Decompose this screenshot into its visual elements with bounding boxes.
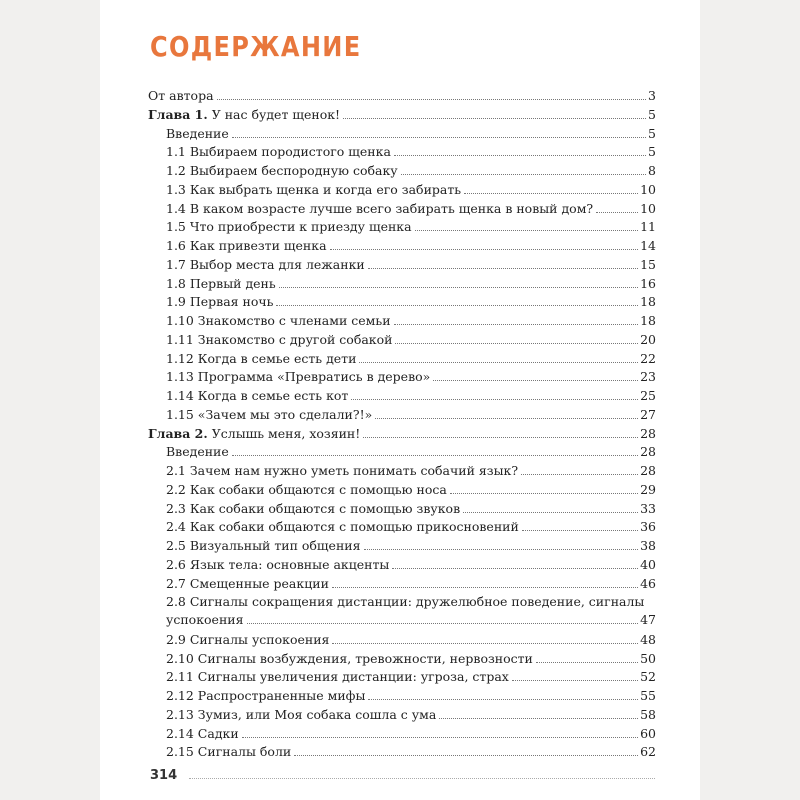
toc-entry-title: От автора	[148, 88, 214, 103]
dot-leader	[368, 268, 638, 269]
toc-entry-title: 2.4 Как собаки общаются с помощью прикосновений	[166, 519, 519, 535]
toc-page-number: 52	[640, 669, 656, 685]
dot-leader	[343, 118, 646, 119]
toc-page-number: 16	[640, 275, 656, 291]
toc-entry	[166, 124, 656, 142]
toc-entry-title: 1.6 Как привезти щенка	[166, 238, 327, 253]
dot-leader	[394, 324, 639, 325]
chapter-title: Услышь меня, хозяин!	[211, 425, 361, 441]
toc-entry	[166, 667, 656, 685]
toc-entry-title: 1.10 Знакомство с членами семьи	[166, 313, 391, 328]
toc-entry	[166, 705, 656, 723]
toc-entry	[166, 555, 656, 573]
dot-leader	[363, 437, 638, 438]
page-number: 314	[150, 768, 178, 783]
toc-page-number: 36	[640, 519, 656, 535]
toc-entry	[166, 255, 656, 273]
chapter-title: У нас будет щенок!	[211, 106, 341, 122]
toc-entry	[166, 330, 656, 348]
toc-page-number: 47	[640, 612, 656, 628]
toc-entry	[166, 499, 656, 517]
toc-entry	[166, 274, 656, 292]
dot-leader	[242, 737, 638, 738]
toc-entry-title: 2.12 Распространенные мифы	[166, 688, 366, 703]
toc-entry	[166, 442, 656, 460]
toc-entry-title: 2.13 Зумиз, или Моя собака сошла с ума	[166, 706, 437, 722]
toc-entry-title: 1.8 Первый день	[166, 275, 276, 291]
page-title: СОДЕРЖАНИЕ	[150, 30, 362, 63]
toc-page-number: 40	[640, 556, 656, 572]
dot-leader	[351, 399, 638, 400]
dot-leader	[463, 512, 638, 513]
dot-leader	[521, 474, 638, 475]
dot-leader	[439, 718, 638, 719]
toc-entry	[166, 630, 656, 648]
toc-entry-title: 2.15 Сигналы боли	[166, 744, 292, 760]
dot-leader	[279, 287, 638, 288]
dot-leader	[401, 174, 646, 175]
toc-entry-title: 1.7 Выбор места для лежанки	[166, 256, 365, 272]
dot-leader	[247, 623, 639, 624]
toc-entry-title: 1.15 «Зачем мы это сделали?!»	[166, 406, 373, 422]
toc-page-number: 11	[640, 219, 656, 235]
footer-dotted-rule	[189, 778, 655, 779]
dot-leader	[450, 493, 638, 494]
toc-page-number: 18	[640, 313, 656, 328]
toc-entry-title: 1.5 Что приобрести к приезду щенка	[166, 219, 412, 235]
toc-page-number: 18	[640, 294, 656, 310]
toc-entry	[166, 536, 656, 554]
dot-leader	[332, 643, 638, 644]
toc-page-number: 5	[648, 106, 656, 122]
toc-entry	[148, 424, 656, 442]
toc-entry	[166, 649, 656, 667]
dot-leader	[596, 212, 638, 213]
toc-entry	[148, 86, 656, 104]
toc-entry	[166, 386, 656, 404]
toc-entry-title: 1.14 Когда в семье есть кот	[166, 388, 349, 403]
toc-entry-title: 2.1 Зачем нам нужно уметь понимать собачий язык?	[166, 463, 519, 478]
toc-page-number: 28	[640, 463, 656, 478]
toc-entry-title-continued: успокоения	[166, 612, 244, 628]
toc-entry-title: 1.9 Первая ночь	[166, 294, 274, 310]
page-footer	[150, 763, 655, 783]
toc-entry-title: 2.6 Язык тела: основные акценты	[166, 556, 390, 572]
toc-page-number: 8	[648, 163, 656, 178]
dot-leader	[536, 662, 638, 663]
toc-entry-title: 1.13 Программа «Превратись в дерево»	[166, 369, 431, 385]
dot-leader	[276, 305, 638, 306]
chapter-label: Глава 2.	[148, 425, 208, 441]
toc-entry	[166, 574, 656, 592]
toc-page-number: 55	[640, 688, 656, 703]
toc-entry	[166, 461, 656, 479]
dot-leader	[232, 137, 646, 138]
toc-entry	[166, 311, 656, 329]
dot-leader	[415, 230, 639, 231]
toc-entry-title: 2.9 Сигналы успокоения	[166, 631, 330, 647]
toc-entry	[166, 349, 656, 367]
toc-entry	[166, 724, 656, 742]
toc-entry	[166, 686, 656, 704]
toc-entry-title: Введение	[166, 125, 229, 141]
toc-page-number: 28	[640, 444, 656, 460]
toc-page-number: 46	[640, 575, 656, 591]
toc-entry-title: 1.1 Выбираем породистого щенка	[166, 144, 391, 160]
toc-entry	[166, 405, 656, 423]
toc-entry	[166, 742, 656, 760]
toc-entry-title: 2.11 Сигналы увеличения дистанции: угроза, страх	[166, 669, 509, 685]
toc-page-number: 62	[640, 744, 656, 760]
dot-leader	[294, 755, 638, 756]
toc-page-number: 27	[640, 406, 656, 422]
toc-entry-title: 2.14 Садки	[166, 725, 239, 741]
toc-page-number: 10	[640, 181, 656, 197]
dot-leader	[217, 99, 647, 100]
toc-entry	[148, 105, 656, 123]
toc-page-number: 48	[640, 631, 656, 647]
toc-page-number: 28	[640, 425, 656, 441]
toc-page-number: 23	[640, 369, 656, 385]
toc-entry-title: 1.3 Как выбрать щенка и когда его забирать	[166, 181, 462, 197]
toc-entry	[166, 161, 656, 179]
dot-leader	[394, 155, 646, 156]
toc-page-number: 60	[640, 725, 656, 741]
toc-entry-title: 2.2 Как собаки общаются с помощью носа	[166, 481, 447, 497]
dot-leader	[332, 587, 638, 588]
toc-entry	[166, 480, 656, 498]
toc-entry	[166, 236, 656, 254]
toc-page-number: 29	[640, 481, 656, 497]
dot-leader	[330, 249, 639, 250]
toc-entry	[166, 199, 656, 217]
toc-entry	[166, 517, 656, 535]
toc-entry	[166, 217, 656, 235]
toc-entry-title: 1.12 Когда в семье есть дети	[166, 350, 357, 366]
toc-page-number: 10	[640, 200, 656, 216]
toc-entry	[166, 292, 656, 310]
toc-page-number: 58	[640, 706, 656, 722]
toc-page-number: 5	[648, 144, 656, 160]
toc-page-number: 3	[648, 88, 656, 103]
toc-entry-title: 2.5 Визуальный тип общения	[166, 538, 361, 553]
toc-entry-title: 1.4 В каком возрасте лучше всего забирать щенка в новый дом?	[166, 200, 594, 216]
dot-leader	[232, 455, 638, 456]
toc-entry-title	[148, 426, 360, 442]
toc-entry	[166, 180, 656, 198]
toc-entry-title: 2.3 Как собаки общаются с помощью звуков	[166, 500, 461, 516]
toc-page-number: 38	[640, 538, 656, 553]
chapter-label: Глава 1.	[148, 106, 208, 122]
toc-page-number: 50	[640, 650, 656, 666]
toc-entry-title: 1.11 Знакомство с другой собакой	[166, 331, 393, 347]
toc-page-number: 20	[640, 331, 656, 347]
toc-page-number: 15	[640, 256, 656, 272]
dot-leader	[522, 530, 638, 531]
toc-entry-title	[148, 107, 340, 123]
dot-leader	[392, 568, 638, 569]
toc-entry	[166, 592, 656, 628]
toc-entry-title: 2.7 Смещенные реакции	[166, 575, 329, 591]
toc-page-number: 25	[640, 388, 656, 403]
toc-page-number: 14	[640, 238, 656, 253]
toc-page-number: 5	[648, 125, 656, 141]
toc-entry-title: 2.8 Сигналы сокращения дистанции: дружелюбное поведение, сигналы	[166, 594, 645, 610]
toc-page-number: 22	[640, 350, 656, 366]
dot-leader	[512, 680, 638, 681]
dot-leader	[359, 362, 638, 363]
toc-entry-title: 2.10 Сигналы возбуждения, тревожности, нервозности	[166, 650, 533, 666]
dot-leader	[375, 418, 638, 419]
toc-entry	[166, 142, 656, 160]
dot-leader	[395, 343, 638, 344]
dot-leader	[364, 549, 639, 550]
toc-entry-title: 1.2 Выбираем беспородную собаку	[166, 163, 398, 178]
toc-entry-title: Введение	[166, 444, 229, 460]
dot-leader	[433, 380, 638, 381]
toc-entry	[166, 367, 656, 385]
toc-page-number: 33	[640, 500, 656, 516]
dot-leader	[368, 699, 638, 700]
dot-leader	[464, 193, 638, 194]
